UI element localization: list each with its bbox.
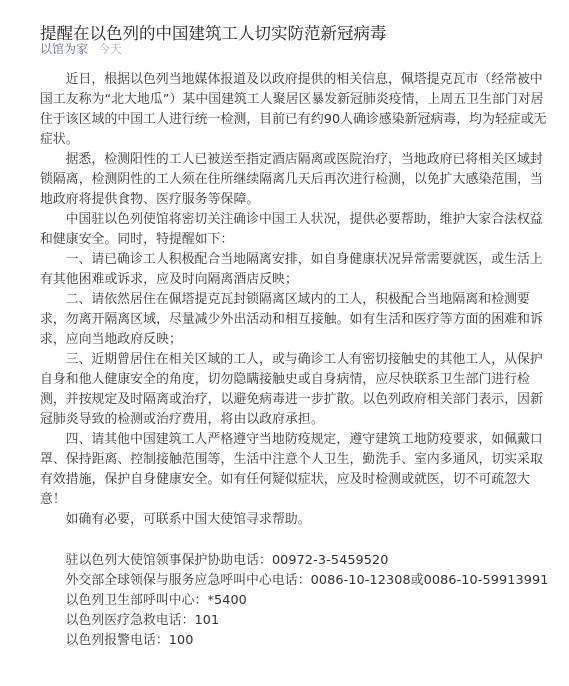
article-title: 提醒在以色列的中国建筑工人切实防范新冠病毒 [40, 24, 387, 44]
paragraph-8: 如确有必要，可联系中国大使馆寻求帮助。 [65, 512, 311, 527]
paragraph-7: 四、请其他中国建筑工人严格遵守当地防疫规定，遵守建筑工地防疫要求，如佩戴口罩、保持距离、控制接触范围等，生活中注意个人卫生，勤洗手、室内多通风，切实采取有效措施，保护自身健康安全。如有任何疑似症状，应及时检测或就医，切不可疏忽大意！ [40, 432, 543, 507]
publish-date: 今天 [97, 42, 122, 56]
paragraph-3: 中国驻以色列使馆将密切关注确诊中国工人状况，提供必要帮助，维护大家合法权益和健康安全。同时，特提醒如下： [40, 212, 543, 247]
paragraph-4: 一、请已确诊工人积极配合当地隔离安排，如自身健康状况异常需要就医，或生活上有其他困难或诉求，应及时向隔离酒店反映； [40, 252, 543, 287]
contact-mfa-hotline: 外交部全球领保与服务应急呼叫中心电话：0086-10-12308或0086-10-59913991 [65, 573, 549, 588]
article-meta [40, 41, 122, 57]
article-content [40, 70, 552, 651]
paragraph-2: 据悉，检测阳性的工人已被送至指定酒店隔离或医院治疗，当地政府已将相关区域封锁隔离，检测阴性的工人须在住所继续隔离几天后再次进行检测，以免扩大感染范围，当地政府将提供食物、医疗服务等保障。 [40, 152, 543, 207]
paragraph-spacer [40, 530, 552, 551]
paragraph-6: 三、近期曾居住在相关区域的工人，或与确诊工人有密切接触史的其他工人，从保护自身和他人健康安全的角度，切勿隐瞒接触史或自身病情，应尽快联系卫生部门进行检测，并按规定及时隔离或治疗，以避免病毒进一步扩散。以色列政府相关部门表示，因新冠肺炎导致的检测或治疗费用，将由以政府承担。 [40, 352, 543, 427]
account-name-link[interactable]: 以馆为家 [40, 42, 89, 56]
contact-ambulance: 以色列医疗急救电话：101 [65, 613, 220, 628]
contact-embassy-phone: 驻以色列大使馆领事保护协助电话：00972-3-5459520 [65, 553, 389, 568]
paragraph-5: 二、请依然居住在佩塔提克瓦封锁隔离区域内的工人，积极配合当地隔离和检测要求，勿离开隔离区域，尽量减少外出活动和相互接触。如有生活和医疗等方面的困难和诉求，应向当地政府反映； [40, 292, 543, 347]
contact-police: 以色列报警电话：100 [65, 633, 194, 648]
paragraph-1: 近日，根据以色列当地媒体报道及以政府提供的相关信息，佩塔提克瓦市（经常被中国工友称为“北大地瓜”）某中国建筑工人聚居区暴发新冠肺炎疫情，上周五卫生部门对居住于该区域的中国工人进行统一检测，目前已有约90人确诊感染新冠病毒，均为轻症或无症状。 [40, 72, 547, 147]
contact-health-ministry: 以色列卫生部呼叫中心：*5400 [65, 593, 247, 608]
